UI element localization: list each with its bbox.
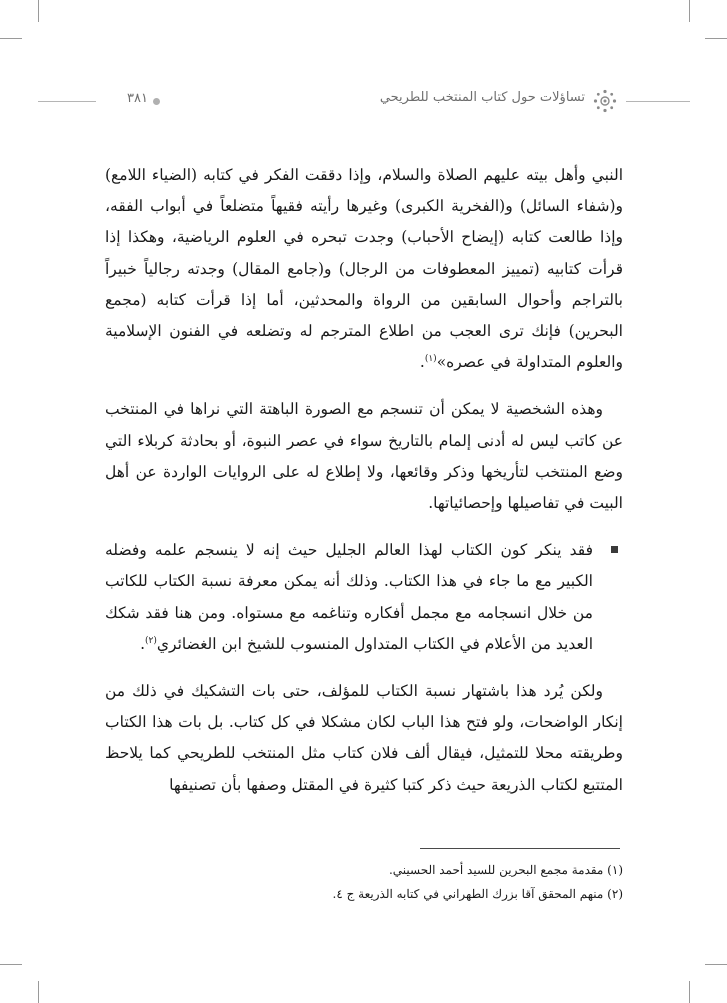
footnote: (١) مقدمة مجمع البحرين للسيد أحمد الحسيني.	[388, 863, 623, 877]
footnote-divider	[420, 848, 620, 849]
crop-mark	[0, 38, 22, 39]
footnote-ref[interactable]: (٢)	[145, 635, 157, 646]
crop-mark	[689, 981, 690, 1003]
crop-mark	[38, 981, 39, 1003]
square-bullet-icon	[611, 546, 618, 553]
paragraph	[105, 160, 623, 378]
header-rule-left	[38, 101, 96, 102]
paragraph-end: .	[140, 634, 146, 653]
running-title: تساؤلات حول كتاب المنتخب للطريحي	[379, 90, 585, 105]
header-dot	[153, 98, 160, 105]
paragraph-end: .	[419, 353, 425, 372]
header-rule-right	[626, 101, 690, 102]
paragraph: وهذه الشخصية لا يمكن أن تنسجم مع الصورة الباهتة التي نراها في المنتخب عن كاتب ليس له أدنى إلمام بالتاريخ سواء في عصر النبوة، أو بحادثة كربلاء التي وضع المنتخب لتأريخها وذكر وقائعها، ولا إطلاع له على الروايات الواردة عن أهل البيت في تفاصيلها وإحصائياتها.	[105, 400, 623, 513]
decorative-flower-icon	[592, 88, 618, 114]
paragraph-text: النبي وأهل بيته عليهم الصلاة والسلام، وإذا دققت الفكر في كتابه (الضياء اللامع) و(شفاء السائل) و(الفخرية الكبرى) وغيرها رأيته فقيهاً متضلعاً في أبواب الفقه، وإذا طالعت كتابه (إيضاح الأحباب) وجدت تبحره في العلوم الرياضية، وهكذا إذا قرأت كتابيه (تمييز المعطوفات من الرجال) و(جامع المقال) وجدته رجالياً خبيراً بالتراجم وأحوال السابقين من الرواة والمحدثين، أما إذا قرأت كتابه (مجمع البحرين) فإنك ترى العجب من اطلاع المترجم له وتضلعه في الفنون الإسلامية والعلوم المتداولة في عصره»	[105, 166, 623, 372]
crop-mark	[0, 964, 22, 965]
paragraph-text: فقد ينكر كون الكتاب لهذا العالم الجليل حيث إنه لا ينسجم علمه وفضله الكبير مع ما جاء في هذا الكتاب. وذلك أنه يمكن معرفة نسبة الكتاب للكاتب من خلال انسجامه مع مجمل أفكاره وتناغمه مع مستواه. ومن هنا فقد شكك العديد من الأعلام في الكتاب المتداول المنسوب للشيخ ابن الغضائري	[105, 541, 593, 653]
main-text	[105, 160, 623, 801]
footnote-ref[interactable]: (١)	[424, 354, 437, 365]
bullet-paragraph	[105, 535, 623, 660]
paragraph: ولكن يُرد هذا باشتهار نسبة الكتاب للمؤلف، حتى بات التشكيك في ذلك من إنكار الواضحات، ولو فتح هذا الباب لكان مشكلا في كل كتاب. بل بات هذا الكتاب وطريقته محلا للتمثيل، فيقال ألف فلان كتاب مثل المنتخب للطريحي كما يلاحظ المتتبع لكتاب الذريعة حيث ذكر كتبا كثيرة في المقتل وصفها بأن تصنيفها	[105, 682, 623, 794]
crop-mark	[38, 0, 39, 22]
footnote: (٢) منهم المحقق آقا بزرك الطهراني في كتابه الذريعة ج ٤.	[332, 887, 623, 901]
page-header	[0, 86, 727, 116]
crop-mark	[705, 38, 727, 39]
footnotes	[105, 858, 623, 906]
crop-mark	[689, 0, 690, 22]
page-number: ٣٨١	[127, 91, 148, 106]
crop-mark	[705, 964, 727, 965]
